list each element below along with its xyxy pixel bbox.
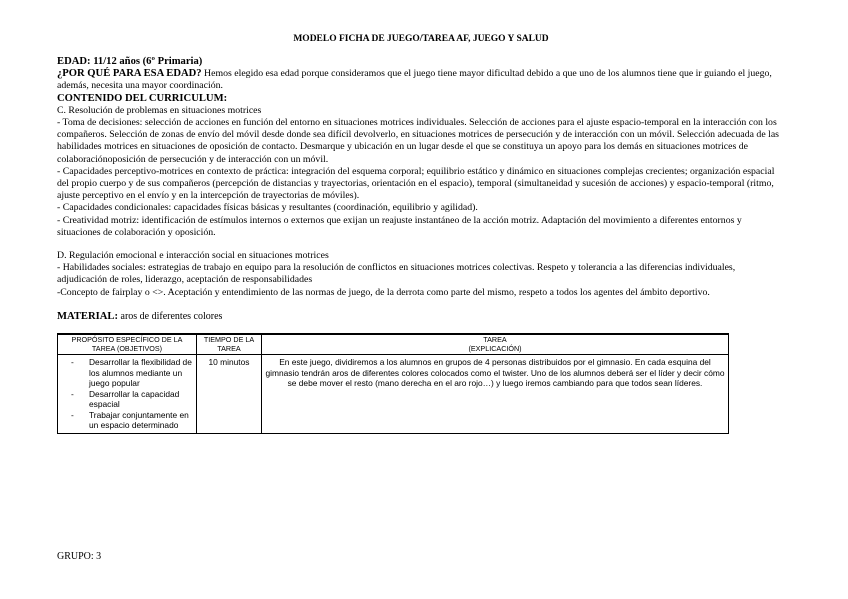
section-d-item: - Habilidades sociales: estrategias de trabajo en equipo para la resolución de conflictos en situaciones motrices colectivas. Respeto y tolerancia a las diferencias individuales, adjudicación de roles, liderazgo, aceptación de responsabilidades [57,262,736,286]
header-proposito: PROPÓSITO ESPECÍFICO DE LA TAREA (OBJETIVOS) [58,334,197,355]
porque-text: Hemos elegido esa edad porque consideramos que el juego tiene mayor dificultad debido a que uno de los alumnos tiene que ir guiando el juego, además, necesita una mayor coordinación. [57,68,772,92]
section-c-item: - Capacidades condicionales: capacidades físicas básicas y resultantes (coordinación, equilibrio y agilidad). [57,202,478,214]
list-item: - Trabajar conjuntamente en un espacio determinado [61,410,193,431]
document-title: MODELO FICHA DE JUEGO/TAREA AF, JUEGO Y SALUD [293,34,549,44]
section-c-heading: C. Resolución de problemas en situaciones motrices [57,104,262,116]
section-d-item: -Concepto de fairplay o <>. Aceptación y entendimiento de las normas de juego, de la derrota como parte del mismo, respeto a todos los agentes del ámbito deportivo. [57,286,710,298]
list-item: - Desarrollar la flexibilidad de los alumnos mediante un juego popular [61,357,193,389]
header-tarea-sub: (EXPLICACIÓN) [468,343,522,353]
section-c-item: - Toma de decisiones: selección de acciones en función del entorno en situaciones motrices individuales. Selección de acciones para el ajuste espacio-temporal en la interacción con los compañeros. Selección de zonas de envío del móvil desde donde sea difícil devolverlo, en situaciones motrices de persecución y de interacción con un móvil. Selección adecuada de las habilidades motrices en situaciones de oposición de contacto. Desmarque y ubicación en un lugar desde el que se constituya un apoyo para los demás en situaciones motrices de colaboraciónoposición de persecución y de interacción con un móvil. [57,117,779,165]
porque-label: ¿POR QUÉ PARA ESA EDAD? [57,68,202,80]
list-item: - Desarrollar la capacidad espacial [61,389,193,410]
tiempo-cell: 10 minutos [197,355,262,434]
section-c-item: - Capacidades perceptivo-motrices en contexto de práctica: integración del esquema corporal; equilibrio estático y dinámico en situaciones complejas crecientes; organización espacial del propio cuerpo y de sus compañeros (percepción de distancias y trayectorias, orientación en el espacio), temporal (simultaneidad y sucesión de acciones) y espacio-temporal (ritmo, ajuste perceptivo en el envío y en la intercepción de trayectorias de móviles). [57,165,775,202]
header-tarea [262,334,729,355]
header-tarea-title: TAREA [483,335,507,345]
document-page [57,34,785,434]
task-table [57,333,729,434]
material-line [57,311,785,323]
explicacion-cell: En este juego, dividiremos a los alumnos en grupos de 4 personas distribuidos por el gimnasio. En cada esquina del gimnasio tendrán aros de diferentes colores colocados como el twister. Uno de los alumnos deberá ser el líder y decir cómo se debe mover el resto (mano derecha en el aro rojo…) y luego iremos cambiando para que todos sean líderes. [262,355,729,434]
contenido-heading: CONTENIDO DEL CURRICULUM: [57,92,228,104]
material-text: aros de diferentes colores [118,310,223,322]
objetivos-list [61,357,193,431]
header-tiempo: TIEMPO DE LA TAREA [197,334,262,355]
section-c-item: - Creatividad motriz: identificación de estímulos internos o externos que exijan un reajuste instantáneo de la acción motriz. Adaptación del movimiento a diferentes entornos y situaciones de colaboración y oposición. [57,214,742,238]
table-row [58,355,729,434]
porque-paragraph [57,68,785,92]
objetivos-cell [58,355,197,434]
grupo-label: GRUPO: 3 [57,551,102,562]
edad-heading: EDAD: 11/12 años (6º Primaria) [57,56,203,67]
material-label: MATERIAL: [57,310,119,322]
section-d-heading: D. Regulación emocional e interacción social en situaciones motrices [57,250,329,262]
